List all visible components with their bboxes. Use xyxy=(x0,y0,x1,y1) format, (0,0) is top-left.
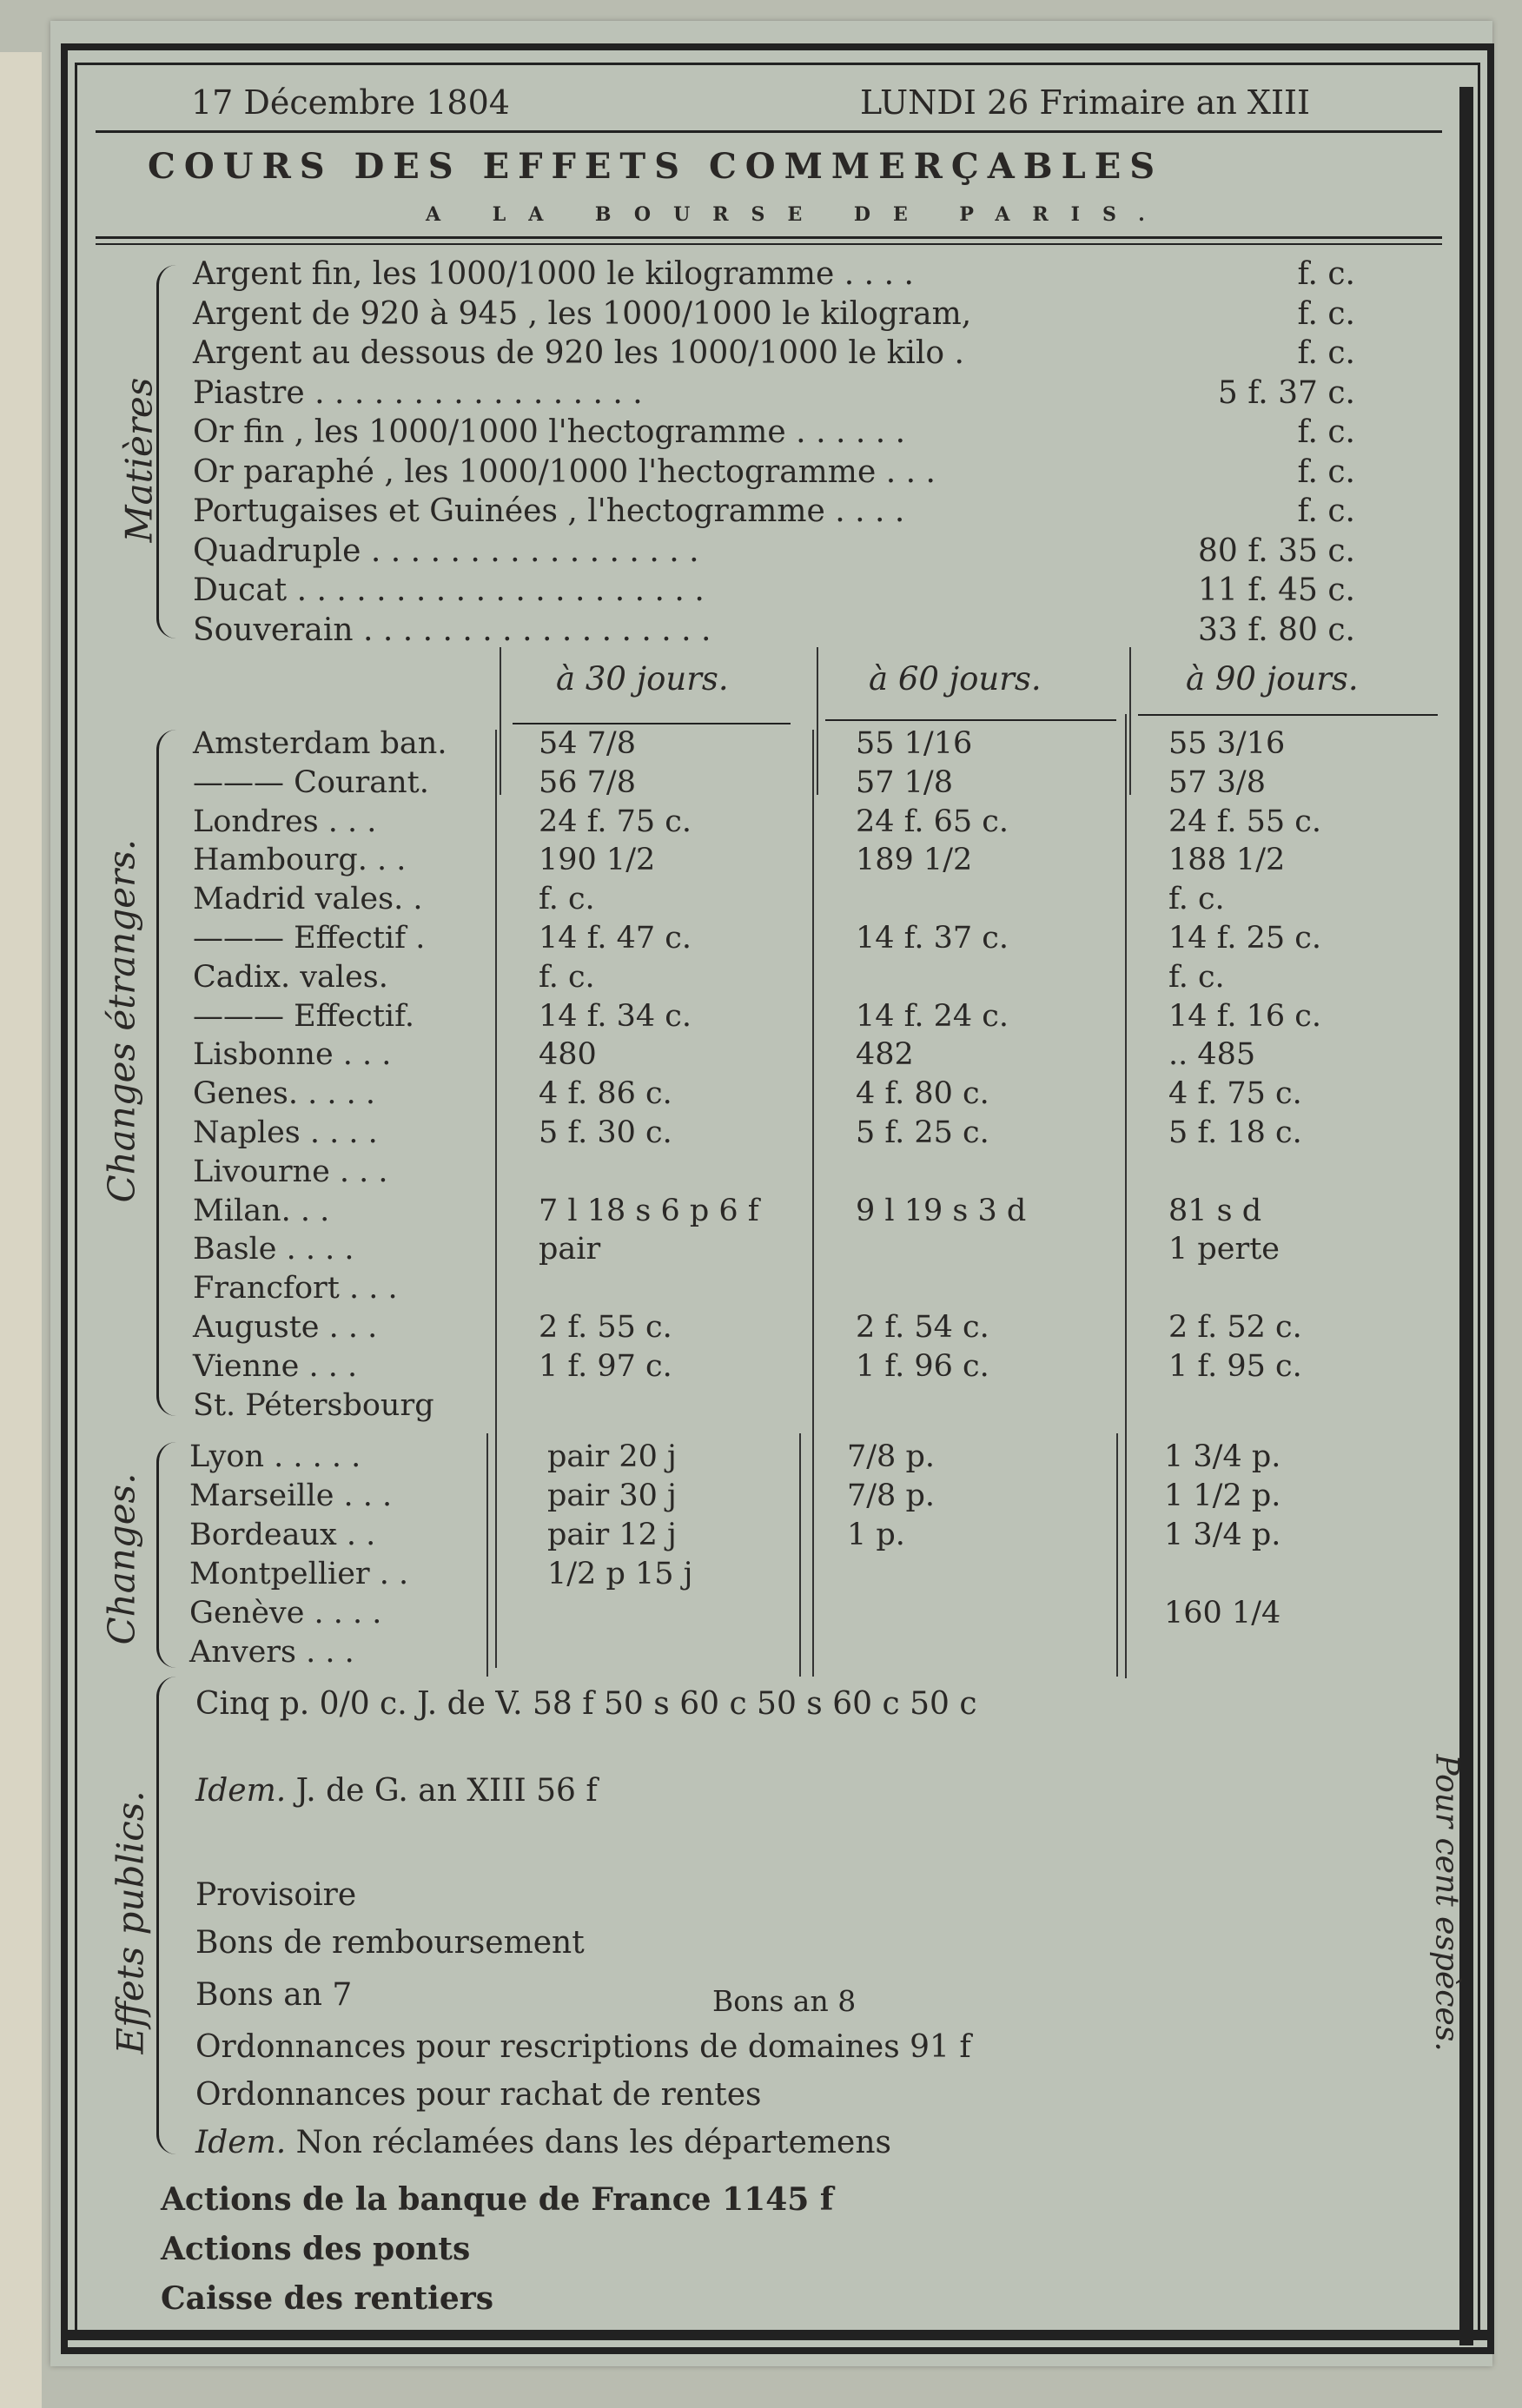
matieres-row-label: Or fin , les 1000/1000 l'hectogramme . . . . . . xyxy=(193,414,906,450)
changes-etrangers-c60: 2 f. 54 c. xyxy=(856,1310,989,1345)
changes-etrangers-c60: 14 f. 24 c. xyxy=(856,998,1009,1034)
matieres-row-value: f. c. xyxy=(1297,493,1355,529)
changes-etrangers-c30: 54 7/8 xyxy=(539,726,636,761)
bottom-border-bar xyxy=(61,2330,1494,2340)
changes-etrangers-c30: 1 f. 97 c. xyxy=(539,1348,672,1384)
changes-etrangers-c60: 1 f. 96 c. xyxy=(856,1348,989,1384)
changes-etrangers-c30: 190 1/2 xyxy=(539,843,656,878)
matieres-row-value: f. c. xyxy=(1297,295,1355,332)
matieres-row-value: 80 f. 35 c. xyxy=(1197,533,1355,569)
changes-c90: 1 1/2 p. xyxy=(1164,1479,1281,1513)
col-rule-1 xyxy=(495,730,497,1668)
changes-etrangers-c30: 14 f. 47 c. xyxy=(539,921,692,956)
effets-publics-row: Ordonnances pour rachat de rentes xyxy=(195,2077,762,2113)
matieres-row-value: f. c. xyxy=(1297,414,1355,450)
col-rule-3a xyxy=(1129,647,1131,795)
effets-publics-row: Idem. Non réclamées dans les départemens xyxy=(195,2125,892,2160)
changes-etrangers-row-label: Francfort . . . xyxy=(193,1271,398,1307)
changes-etrangers-c90: 81 s d xyxy=(1168,1193,1262,1228)
col-rule-1a xyxy=(500,647,501,795)
changes-etrangers-c30: 7 l 18 s 6 p 6 f xyxy=(539,1193,759,1228)
changes-etrangers-c60: 9 l 19 s 3 d xyxy=(856,1193,1027,1228)
changes-etrangers-c90: 24 f. 55 c. xyxy=(1168,804,1322,839)
changes-etrangers-c90: 188 1/2 xyxy=(1168,843,1286,878)
effets-publics-row: Provisoire xyxy=(195,1877,357,1913)
header-rule-1 xyxy=(96,130,1442,133)
footer-row: Actions des ponts xyxy=(161,2231,471,2267)
brace-changes xyxy=(156,1442,176,1668)
changes-etrangers-row-label: Livourne . . . xyxy=(193,1154,388,1189)
col-rule-2b xyxy=(799,1433,801,1677)
effets-publics-row: Ordonnances pour rescriptions de domaines 91 f xyxy=(195,2029,971,2065)
changes-row-label: Genève . . . . xyxy=(189,1596,382,1631)
changes-c90: 1 3/4 p. xyxy=(1164,1439,1281,1474)
changes-etrangers-c30: 5 f. 30 c. xyxy=(539,1115,672,1150)
changes-etrangers-row-label: Auguste . . . xyxy=(193,1310,378,1345)
effets-publics-row: Bons de remboursement xyxy=(195,1925,585,1961)
matieres-row-label: Argent de 920 à 945 , les 1000/1000 le kilogram, xyxy=(193,295,972,332)
brace-effets-publics xyxy=(156,1677,176,2154)
changes-etrangers-c30: 14 f. 34 c. xyxy=(539,998,692,1034)
page-title: COURS DES EFFETS COMMERÇABLES xyxy=(148,146,1164,187)
changes-etrangers-row-label: St. Pétersbourg xyxy=(193,1387,434,1423)
changes-c90: 160 1/4 xyxy=(1164,1596,1281,1631)
changes-etrangers-c90: f. c. xyxy=(1168,882,1225,917)
changes-etrangers-c30: f. c. xyxy=(539,882,595,917)
changes-etrangers-c60: 4 f. 80 c. xyxy=(856,1076,989,1112)
matieres-row-label: Ducat . . . . . . . . . . . . . . . . . . . . . xyxy=(193,572,705,608)
changes-etrangers-row-label: Basle . . . . xyxy=(193,1232,354,1267)
changes-c90: 1 3/4 p. xyxy=(1164,1518,1281,1552)
matieres-row-label: Argent fin, les 1000/1000 le kilogramme . . . . xyxy=(193,256,914,292)
brace-matieres xyxy=(156,265,176,638)
header-rule-3 xyxy=(96,243,1442,245)
col-rule-2 xyxy=(812,730,814,1677)
matieres-row-label: Piastre . . . . . . . . . . . . . . . . . xyxy=(193,374,643,411)
col-header-rule-2 xyxy=(825,719,1116,721)
changes-etrangers-c90: 4 f. 75 c. xyxy=(1168,1076,1302,1112)
changes-etrangers-c60: 482 xyxy=(856,1037,914,1073)
page-subtitle: A LA BOURSE DE PARIS. xyxy=(426,203,1168,226)
right-label-pour-cent: Pour cent espèces. xyxy=(1428,1754,1465,2052)
changes-etrangers-c90: 1 f. 95 c. xyxy=(1168,1348,1302,1384)
matieres-row-value: f. c. xyxy=(1297,256,1355,292)
changes-etrangers-row-label: Londres . . . xyxy=(193,804,377,839)
section-label-changes-etrangers: Changes étrangers. xyxy=(100,838,143,1203)
matieres-row-value: 33 f. 80 c. xyxy=(1197,612,1355,648)
date-right: LUNDI 26 Frimaire an XIII xyxy=(860,83,1310,122)
changes-etrangers-row-label: Naples . . . . xyxy=(193,1115,378,1150)
changes-c30: pair 30 j xyxy=(547,1479,677,1513)
matieres-row-value: 5 f. 37 c. xyxy=(1217,374,1355,411)
matieres-row-label: Quadruple . . . . . . . . . . . . . . . . . xyxy=(193,533,699,569)
changes-etrangers-row-label: Hambourg. . . xyxy=(193,843,407,878)
changes-row-label: Montpellier . . xyxy=(189,1557,409,1591)
changes-row-label: Lyon . . . . . xyxy=(189,1439,361,1474)
changes-etrangers-row-label: Vienne . . . xyxy=(193,1348,358,1384)
matieres-row-label: Souverain . . . . . . . . . . . . . . . . . . xyxy=(193,612,711,648)
changes-etrangers-c90: 57 3/8 xyxy=(1168,764,1266,800)
footer-row: Actions de la banque de France 1145 f xyxy=(161,2181,834,2218)
changes-row-label: Bordeaux . . xyxy=(189,1518,376,1552)
brace-changes-etrangers xyxy=(156,730,176,1416)
changes-c60: 7/8 p. xyxy=(847,1479,935,1513)
date-left: 17 Décembre 1804 xyxy=(191,83,510,122)
effets-publics-row: Idem. J. de G. an XIII 56 f xyxy=(195,1773,598,1809)
idem-italic: Idem. xyxy=(195,2125,287,2160)
changes-etrangers-c90: .. 485 xyxy=(1168,1037,1256,1073)
changes-etrangers-c30: f. c. xyxy=(539,959,595,995)
changes-etrangers-c30: 480 xyxy=(539,1037,597,1073)
changes-etrangers-c30: 4 f. 86 c. xyxy=(539,1076,672,1112)
column-header-90: à 90 jours. xyxy=(1186,660,1359,698)
column-header-60: à 60 jours. xyxy=(869,660,1042,698)
changes-etrangers-c60: 24 f. 65 c. xyxy=(856,804,1009,839)
changes-row-label: Anvers . . . xyxy=(189,1635,354,1670)
changes-etrangers-row-label: ——— Effectif. xyxy=(193,998,414,1034)
changes-etrangers-c30: 2 f. 55 c. xyxy=(539,1310,672,1345)
bons-an-8: Bons an 8 xyxy=(712,1984,857,2018)
changes-c30: pair 20 j xyxy=(547,1439,677,1474)
changes-etrangers-c90: 5 f. 18 c. xyxy=(1168,1115,1302,1150)
col-rule-3b xyxy=(1116,1433,1118,1677)
changes-etrangers-c90: 14 f. 16 c. xyxy=(1168,998,1322,1034)
changes-etrangers-row-label: Amsterdam ban. xyxy=(193,726,447,761)
changes-etrangers-c30: 24 f. 75 c. xyxy=(539,804,692,839)
changes-c30: 1/2 p 15 j xyxy=(547,1557,693,1591)
matieres-row-label: Or paraphé , les 1000/1000 l'hectogramme . . . xyxy=(193,453,936,490)
changes-etrangers-c60: 189 1/2 xyxy=(856,843,973,878)
col-rule-2a xyxy=(817,647,818,795)
changes-etrangers-c90: 55 3/16 xyxy=(1168,726,1286,761)
changes-etrangers-c30: pair xyxy=(539,1232,601,1267)
section-label-changes: Changes. xyxy=(100,1472,143,1645)
effets-publics-row: Bons an 7 xyxy=(195,1977,353,2013)
facing-page-edge xyxy=(0,52,42,2408)
footer-row: Caisse des rentiers xyxy=(161,2280,493,2317)
changes-etrangers-row-label: Madrid vales. . xyxy=(193,882,423,917)
changes-etrangers-c90: 14 f. 25 c. xyxy=(1168,921,1322,956)
changes-c60: 1 p. xyxy=(847,1518,905,1552)
section-label-matieres: Matières xyxy=(117,377,161,543)
col-header-rule-3 xyxy=(1138,714,1438,716)
col-rule-3 xyxy=(1125,714,1127,1678)
changes-etrangers-row-label: Milan. . . xyxy=(193,1193,330,1228)
changes-etrangers-c60: 14 f. 37 c. xyxy=(856,921,1009,956)
matieres-row-value: f. c. xyxy=(1297,335,1355,371)
changes-etrangers-row-label: ——— Effectif . xyxy=(193,921,426,956)
changes-etrangers-row-label: ——— Courant. xyxy=(193,764,429,800)
idem-italic: Idem. xyxy=(195,1773,287,1809)
matieres-row-value: 11 f. 45 c. xyxy=(1197,572,1355,608)
header-rule-2 xyxy=(96,236,1442,239)
changes-etrangers-c60: 55 1/16 xyxy=(856,726,973,761)
changes-c60: 7/8 p. xyxy=(847,1439,935,1474)
changes-etrangers-c60: 57 1/8 xyxy=(856,764,953,800)
matieres-row-label: Portugaises et Guinées , l'hectogramme . . . . xyxy=(193,493,905,529)
changes-c30: pair 12 j xyxy=(547,1518,677,1552)
matieres-row-value: f. c. xyxy=(1297,453,1355,490)
changes-etrangers-c90: f. c. xyxy=(1168,959,1225,995)
effets-publics-row: Cinq p. 0/0 c. J. de V. 58 f 50 s 60 c 50 s 60 c 50 c xyxy=(195,1686,977,1722)
changes-etrangers-row-label: Cadix. vales. xyxy=(193,959,388,995)
matieres-row-label: Argent au dessous de 920 les 1000/1000 le kilo . xyxy=(193,335,964,371)
changes-row-label: Marseille . . . xyxy=(189,1479,393,1513)
changes-etrangers-c30: 56 7/8 xyxy=(539,764,636,800)
col-rule-1b xyxy=(486,1433,488,1677)
column-header-30: à 30 jours. xyxy=(556,660,729,698)
changes-etrangers-c60: 5 f. 25 c. xyxy=(856,1115,989,1150)
changes-etrangers-c90: 2 f. 52 c. xyxy=(1168,1310,1302,1345)
changes-etrangers-row-label: Genes. . . . . xyxy=(193,1076,376,1112)
changes-etrangers-row-label: Lisbonne . . . xyxy=(193,1037,392,1073)
section-label-effets-publics: Effets publics. xyxy=(109,1790,152,2054)
changes-etrangers-c90: 1 perte xyxy=(1168,1232,1280,1267)
